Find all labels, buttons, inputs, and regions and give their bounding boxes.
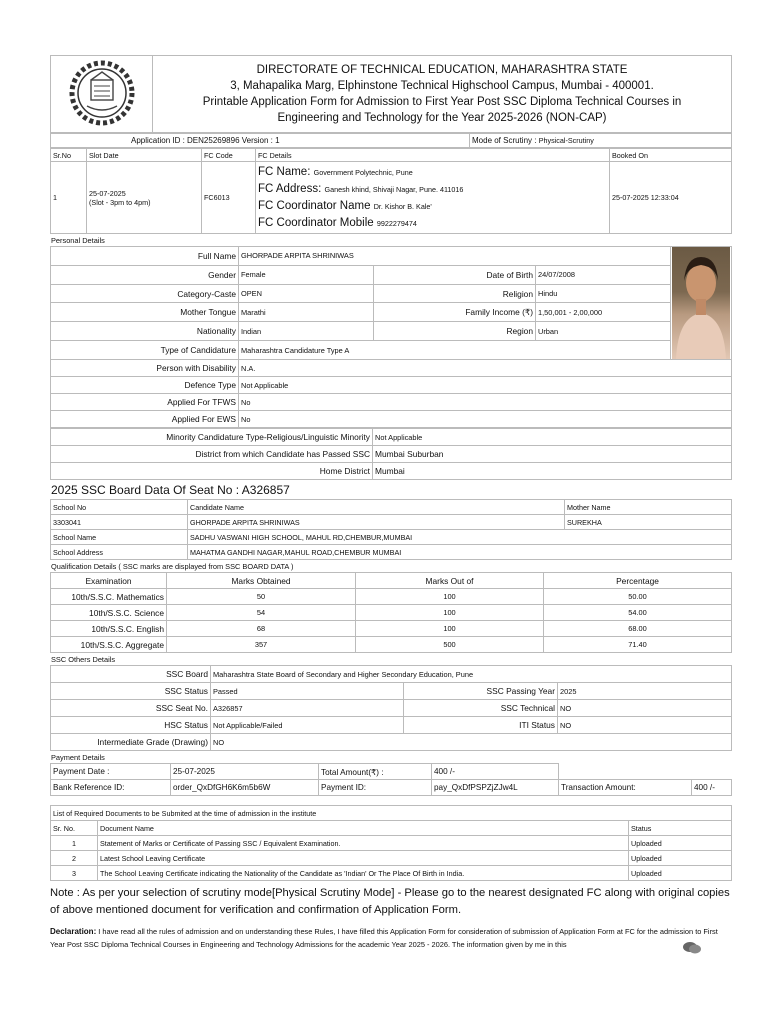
dob-label: Date of Birth: [374, 265, 536, 284]
doc-name: Statement of Marks or Certificate of Passing SSC / Equivalent Examination.: [98, 836, 629, 851]
declaration-text: I have read all the rules of admission and on understanding these Rules, I have filled this Application Form for consideration of submission of Application Form at FC for the admission to First Year Post SSC Diploma Technical Courses in Engineering and Technology Admissions for the academic Year 2025 - 2026. The information given by me in this: [50, 927, 718, 949]
doc-name: The School Leaving Certificate indicating the Nationality of the Candidate as 'Indian' Or The Place Of Birth in India.: [98, 866, 629, 881]
marks-row: [51, 621, 732, 637]
ssc-status-label: SSC Status: [51, 683, 211, 700]
fc-name: Government Polytechnic, Pune: [313, 167, 413, 177]
gear-emblem-icon: [67, 58, 137, 128]
ssc-board-heading: 2025 SSC Board Data Of Seat No : A326857: [51, 483, 290, 497]
marks-out-of: 100: [356, 621, 544, 637]
marks-percentage: 54.00: [544, 605, 732, 621]
full-name-label: Full Name: [51, 247, 239, 266]
marks-exam: 10th/S.S.C. Mathematics: [51, 589, 167, 605]
declaration: [50, 925, 732, 951]
school-address: MAHATMA GANDHI NAGAR,MAHUL ROAD,CHEMBUR MUMBAI: [188, 545, 732, 560]
ssc-board: Maharashtra State Board of Secondary and Higher Secondary Education, Pune: [211, 666, 732, 683]
dte-logo: [51, 56, 153, 133]
marks-out-of: 100: [356, 589, 544, 605]
scrutiny-note: Note : As per your selection of scrutiny mode[Physical Scrutiny Mode] - Please go to the nearest designated FC along with original copies of above mentioned document for verification and confirmation of Application Form.: [50, 887, 730, 916]
ews: No: [239, 411, 732, 428]
header-line-1: DIRECTORATE OF TECHNICAL EDUCATION, MAHARASHTRA STATE: [256, 64, 628, 76]
ssc-others-heading: SSC Others Details: [51, 655, 116, 664]
doc-srno: 3: [51, 866, 98, 881]
marks-obtained: 357: [167, 637, 356, 653]
candidate-photo: [672, 247, 730, 359]
total-amount-label: Total Amount(₹) :: [319, 764, 432, 780]
drawing-grade-label: Intermediate Grade (Drawing): [51, 734, 211, 751]
marks-row: [51, 589, 732, 605]
application-id: Application ID : DEN25269896: [131, 136, 240, 145]
marks-header-obtained: Marks Obtained: [167, 573, 356, 589]
header-title-block: [153, 56, 732, 133]
hsc-status-label: HSC Status: [51, 717, 211, 734]
mother-tongue-label: Mother Tongue: [51, 303, 239, 322]
marks-percentage: 68.00: [544, 621, 732, 637]
ssc-school-table: [50, 499, 732, 560]
nationality: Indian: [239, 322, 374, 341]
mode-of-scrutiny-label: Mode of Scrutiny :: [472, 136, 537, 145]
document-row: [51, 866, 732, 881]
slot-header-fcdetails: FC Details: [256, 149, 610, 162]
ssc-district-label: District from which Candidate has Passed SSC: [51, 446, 373, 463]
document-row: [51, 836, 732, 851]
marks-exam: 10th/S.S.C. Aggregate: [51, 637, 167, 653]
total-amount: 400 /-: [432, 764, 559, 780]
religion: Hindu: [536, 284, 671, 303]
marks-header-outof: Marks Out of: [356, 573, 544, 589]
qualification-heading: Qualification Details ( SSC marks are displayed from SSC BOARD DATA ): [51, 562, 294, 571]
booked-on: 25-07-2025 12:33:04: [610, 162, 732, 234]
fc-name-label: FC Name:: [258, 165, 311, 178]
ssc-district: Mumbai Suburban: [373, 446, 732, 463]
slot-header-fccode: FC Code: [202, 149, 256, 162]
slot-srno: 1: [51, 162, 87, 234]
payment-table: [50, 763, 732, 796]
drawing-grade: NO: [211, 734, 732, 751]
ssc-seat-label: SSC Seat No.: [51, 700, 211, 717]
disability-label: Person with Disability: [51, 360, 239, 377]
mother-name-label: Mother Name: [565, 500, 732, 515]
fc-mobile-label: FC Coordinator Mobile: [258, 216, 374, 229]
payment-id-label: Payment ID:: [319, 780, 432, 796]
doc-srno: 2: [51, 851, 98, 866]
defence-type: Not Applicable: [239, 377, 732, 394]
application-form: [50, 55, 732, 951]
iti-status-label: ITI Status: [404, 717, 558, 734]
marks-exam: 10th/S.S.C. Science: [51, 605, 167, 621]
slot-header-srno: Sr.No: [51, 149, 87, 162]
slot-date: 25-07-2025: [89, 188, 126, 198]
marks-row: [51, 605, 732, 621]
documents-table: [50, 805, 732, 881]
marks-table: [50, 572, 732, 653]
transaction-amount: 400 /-: [692, 780, 732, 796]
mode-of-scrutiny-value: Physical-Scrutiny: [538, 136, 594, 145]
marks-obtained: 50: [167, 589, 356, 605]
application-version: Version : 1: [241, 136, 280, 145]
form-header: [50, 55, 732, 133]
transaction-amount-label: Transaction Amount:: [559, 780, 692, 796]
fc-address-label: FC Address:: [258, 182, 322, 195]
payment-details-heading: Payment Details: [51, 753, 105, 762]
marks-header-exam: Examination: [51, 573, 167, 589]
payment-date: 25-07-2025: [171, 764, 319, 780]
fc-details: [256, 162, 610, 234]
nationality-label: Nationality: [51, 322, 239, 341]
category: OPEN: [239, 284, 374, 303]
family-income-label: Family Income (₹): [374, 303, 536, 322]
slot-time: (Slot - 3pm to 4pm): [89, 197, 151, 207]
mother-name: SUREKHA: [565, 515, 732, 530]
region: Urban: [536, 322, 671, 341]
full-name: GHORPADE ARPITA SHRINIWAS: [239, 247, 671, 266]
school-no-label: School No: [51, 500, 188, 515]
marks-out-of: 100: [356, 605, 544, 621]
ssc-seat: A326857: [211, 700, 404, 717]
marks-exam: 10th/S.S.C. English: [51, 621, 167, 637]
family-income: 1,50,001 - 2,00,000: [536, 303, 671, 322]
minority-label: Minority Candidature Type-Religious/Linguistic Minority: [51, 429, 373, 446]
doc-srno: 1: [51, 836, 98, 851]
slot-table: [50, 148, 732, 234]
category-label: Category-Caste: [51, 284, 239, 303]
tfws-label: Applied For TFWS: [51, 394, 239, 411]
mother-tongue: Marathi: [239, 303, 374, 322]
header-line-3: Printable Application Form for Admission to First Year Post SSC Diploma Technical Courses in: [202, 96, 682, 108]
marks-percentage: 50.00: [544, 589, 732, 605]
chat-bubble-icon[interactable]: [682, 941, 702, 955]
marks-obtained: 54: [167, 605, 356, 621]
dob: 24/07/2008: [536, 265, 671, 284]
marks-percentage: 71.40: [544, 637, 732, 653]
slot-header-date: Slot Date: [87, 149, 202, 162]
home-district-label: Home District: [51, 463, 373, 480]
gender: Female: [239, 265, 374, 284]
fc-mobile: 9922279474: [376, 218, 417, 228]
doc-name: Latest School Leaving Certificate: [98, 851, 629, 866]
doc-status: Uploaded: [629, 866, 732, 881]
marks-header-percentage: Percentage: [544, 573, 732, 589]
ssc-technical: NO: [558, 700, 732, 717]
school-no: 3303041: [51, 515, 188, 530]
iti-status: NO: [558, 717, 732, 734]
fc-address: Ganesh khind, Shivaji Nagar, Pune. 411016: [324, 184, 464, 194]
personal-details-table-2: [50, 428, 732, 480]
header-line-2: 3, Mahapalika Marg, Elphinstone Technical Highschool Campus, Mumbai - 400001.: [230, 80, 654, 92]
slot-header-bookedon: Booked On: [610, 149, 732, 162]
ssc-passing-year: 2025: [558, 683, 732, 700]
religion-label: Religion: [374, 284, 536, 303]
payment-date-label: Payment Date :: [51, 764, 171, 780]
candidate-name-label: Candidate Name: [188, 500, 565, 515]
ews-label: Applied For EWS: [51, 411, 239, 428]
tfws: No: [239, 394, 732, 411]
candidate-name: GHORPADE ARPITA SHRINIWAS: [188, 515, 565, 530]
application-id-row: [50, 133, 732, 148]
documents-caption: List of Required Documents to be Submited at the time of admission in the institute: [51, 806, 732, 821]
payment-id: pay_QxDfPSPZjZJw4L: [432, 780, 559, 796]
disability: N.A.: [239, 360, 732, 377]
doc-header-status: Status: [629, 821, 732, 836]
declaration-label: Declaration:: [50, 927, 97, 936]
school-address-label: School Address: [51, 545, 188, 560]
defence-type-label: Defence Type: [51, 377, 239, 394]
home-district: Mumbai: [373, 463, 732, 480]
marks-out-of: 500: [356, 637, 544, 653]
fc-coordinator-label: FC Coordinator Name: [258, 199, 371, 212]
doc-status: Uploaded: [629, 851, 732, 866]
hsc-status: Not Applicable/Failed: [211, 717, 404, 734]
region-label: Region: [374, 322, 536, 341]
bank-reference: order_QxDfGH6K6m5b6W: [171, 780, 319, 796]
doc-header-srno: Sr. No.: [51, 821, 98, 836]
ssc-passing-year-label: SSC Passing Year: [404, 683, 558, 700]
personal-details-heading: Personal Details: [51, 236, 105, 245]
personal-details-table: [50, 246, 732, 428]
bank-reference-label: Bank Reference ID:: [51, 780, 171, 796]
school-name: SADHU VASWANI HIGH SCHOOL, MAHUL RD,CHEMBUR,MUMBAI: [188, 530, 732, 545]
ssc-technical-label: SSC Technical: [404, 700, 558, 717]
candidature-type-label: Type of Candidature: [51, 341, 239, 360]
fc-coordinator: Dr. Kishor B. Kale': [373, 201, 432, 211]
minority: Not Applicable: [373, 429, 732, 446]
marks-row: [51, 637, 732, 653]
document-row: [51, 851, 732, 866]
ssc-status: Passed: [211, 683, 404, 700]
gender-label: Gender: [51, 265, 239, 284]
doc-header-name: Document Name: [98, 821, 629, 836]
fc-code: FC6013: [202, 162, 256, 234]
header-line-4: Engineering and Technology for the Year 2025-2026 (NON-CAP): [277, 112, 607, 124]
candidature-type: Maharashtra Candidature Type A: [239, 341, 671, 360]
ssc-board-label: SSC Board: [51, 666, 211, 683]
marks-obtained: 68: [167, 621, 356, 637]
school-name-label: School Name: [51, 530, 188, 545]
doc-status: Uploaded: [629, 836, 732, 851]
ssc-others-table: [50, 665, 732, 751]
